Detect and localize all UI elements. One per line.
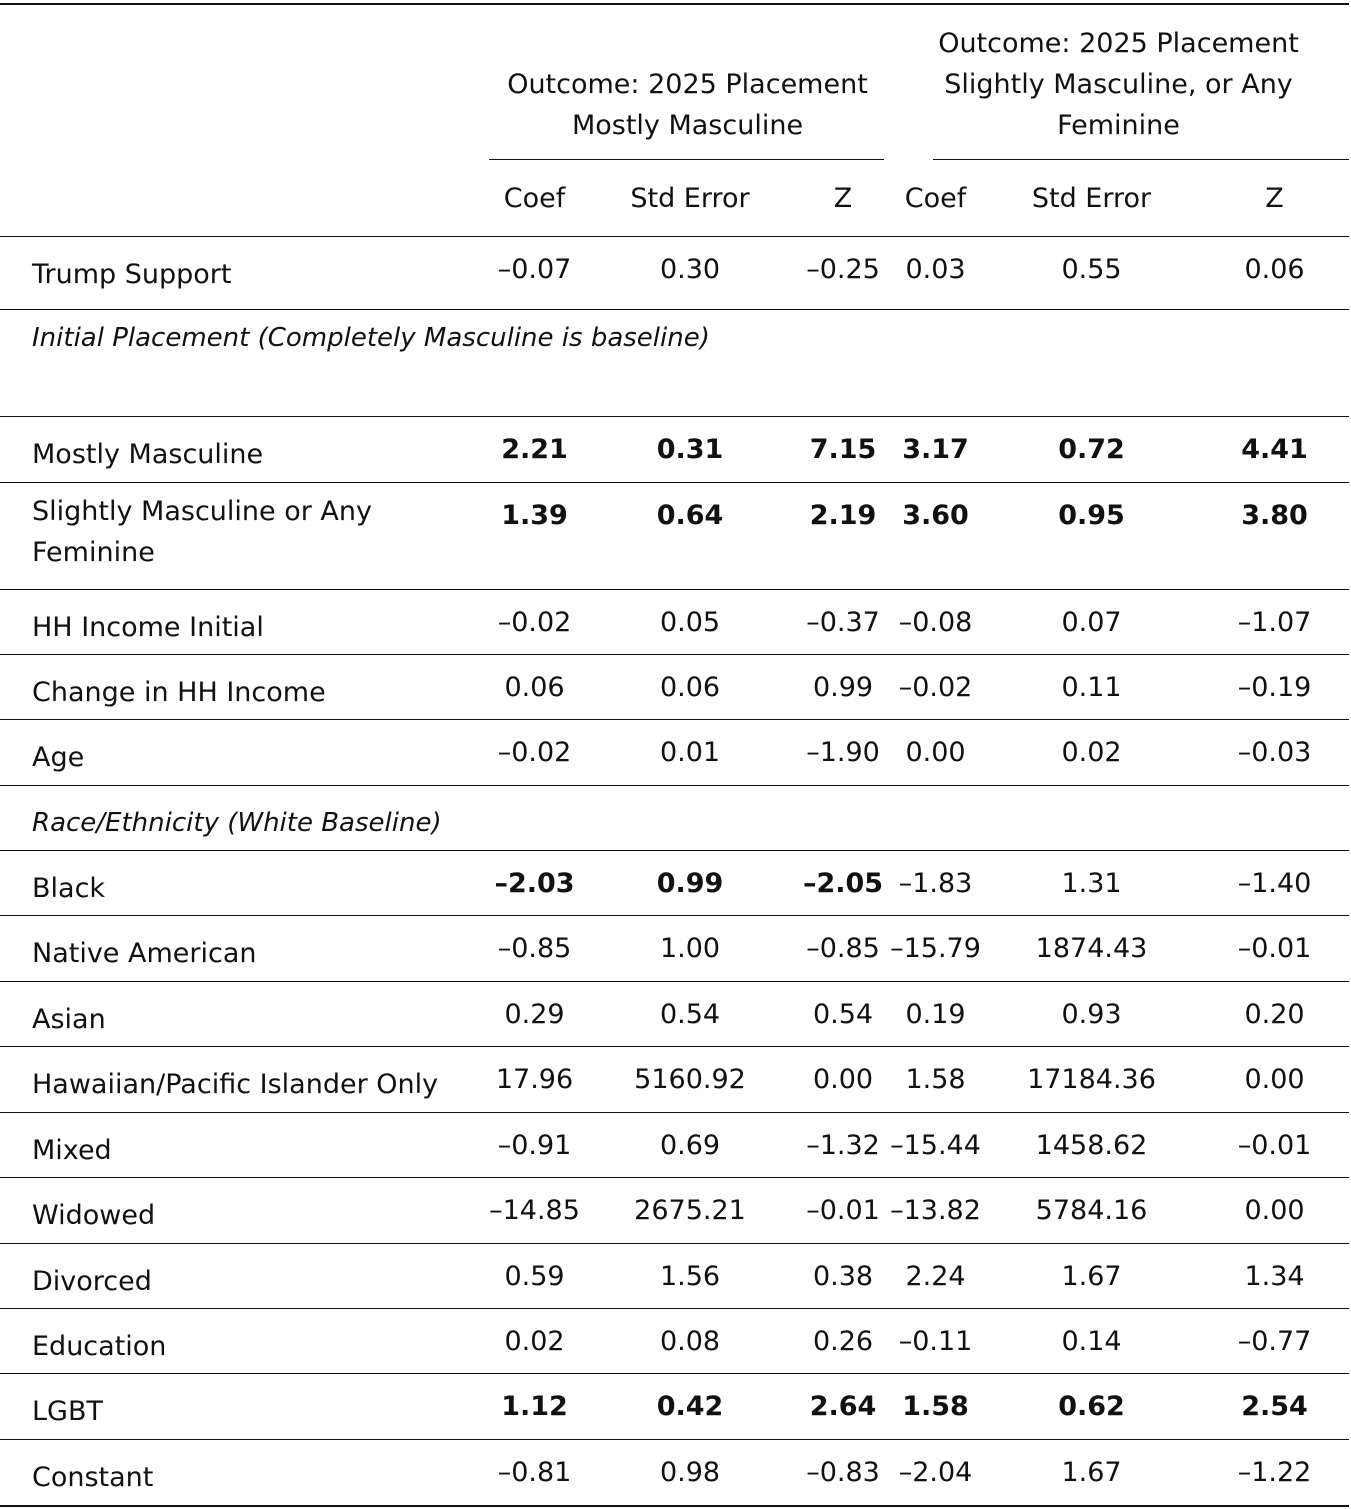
cell-z-1: –0.01 — [798, 1178, 888, 1244]
cell-coef-2: 0.03 — [888, 237, 983, 310]
cell-z-2: –0.03 — [1200, 720, 1349, 786]
cell-std-error-2: 0.72 — [983, 417, 1200, 483]
cell-z-2: –1.07 — [1200, 590, 1349, 655]
cell-z-1: –1.32 — [798, 1113, 888, 1178]
cell-std-error-2: 0.62 — [983, 1374, 1200, 1440]
column-header-coef-2: Coef — [888, 160, 983, 237]
cell-std-error-2: 0.02 — [983, 720, 1200, 786]
row-label: Age — [0, 720, 487, 786]
section-row — [0, 310, 1349, 417]
cell-std-error-1: 0.42 — [582, 1374, 798, 1440]
column-header-z-1: Z — [798, 160, 888, 237]
cell-z-2: 4.41 — [1200, 417, 1349, 483]
cell-std-error-1: 0.69 — [582, 1113, 798, 1178]
cell-std-error-1: 0.31 — [582, 417, 798, 483]
table-row — [0, 237, 1349, 310]
section-row — [0, 786, 1349, 851]
cell-coef-1: 0.29 — [487, 982, 582, 1047]
column-header-z-2: Z — [1200, 160, 1349, 237]
group-header-line: Mostly Masculine — [571, 110, 804, 141]
section-label: Initial Placement (Completely Masculine is baseline) — [0, 310, 1349, 417]
row-label: Native American — [0, 916, 487, 982]
group-header-slightly-masculine — [888, 4, 1349, 160]
cell-z-1: 0.26 — [798, 1309, 888, 1374]
row-label: Mixed — [0, 1113, 487, 1178]
cell-std-error-1: 0.08 — [582, 1309, 798, 1374]
cell-z-2: 2.54 — [1200, 1374, 1349, 1440]
cell-std-error-2: 1.67 — [983, 1440, 1200, 1506]
cell-coef-1: –0.85 — [487, 916, 582, 982]
group-underline-1 — [489, 159, 884, 160]
cell-coef-2: –1.83 — [888, 851, 983, 916]
group-header-line: Outcome: 2025 Placement — [938, 28, 1299, 59]
cell-z-1: 0.38 — [798, 1244, 888, 1309]
cell-coef-1: 1.39 — [487, 483, 582, 590]
cell-coef-2: –15.44 — [888, 1113, 983, 1178]
cell-z-1: 2.19 — [798, 483, 888, 590]
cell-coef-1: –14.85 — [487, 1178, 582, 1244]
cell-z-1: –0.85 — [798, 916, 888, 982]
cell-coef-2: 1.58 — [888, 1047, 983, 1113]
group-header-line: Feminine — [1057, 110, 1180, 141]
cell-std-error-1: 0.06 — [582, 655, 798, 720]
cell-coef-2: –0.08 — [888, 590, 983, 655]
regression-table — [0, 3, 1349, 1507]
row-label: Hawaiian/Pacific Islander Only — [0, 1047, 487, 1113]
cell-coef-2: 0.19 — [888, 982, 983, 1047]
cell-std-error-1: 5160.92 — [582, 1047, 798, 1113]
table-row — [0, 1309, 1349, 1374]
cell-coef-2: 1.58 — [888, 1374, 983, 1440]
row-label: Divorced — [0, 1244, 487, 1309]
table-row — [0, 1113, 1349, 1178]
cell-std-error-1: 0.30 — [582, 237, 798, 310]
cell-coef-2: 3.17 — [888, 417, 983, 483]
table-row — [0, 1178, 1349, 1244]
row-label: Widowed — [0, 1178, 487, 1244]
group-header-slightly-masculine-text — [888, 23, 1349, 146]
table-row — [0, 1047, 1349, 1113]
cell-std-error-1: 0.98 — [582, 1440, 798, 1506]
table-row — [0, 720, 1349, 786]
column-header-std-error-2: Std Error — [983, 160, 1200, 237]
cell-z-1: –0.25 — [798, 237, 888, 310]
row-label: Black — [0, 851, 487, 916]
cell-std-error-2: 1.31 — [983, 851, 1200, 916]
row-label: Constant — [0, 1440, 487, 1506]
cell-coef-2: –2.04 — [888, 1440, 983, 1506]
cell-coef-1: –0.07 — [487, 237, 582, 310]
table-row — [0, 982, 1349, 1047]
cell-z-1: –2.05 — [798, 851, 888, 916]
row-label: Education — [0, 1309, 487, 1374]
cell-z-1: –0.83 — [798, 1440, 888, 1506]
row-label: Trump Support — [0, 237, 487, 310]
cell-z-2: –0.77 — [1200, 1309, 1349, 1374]
row-label: Mostly Masculine — [0, 417, 487, 483]
cell-std-error-2: 0.95 — [983, 483, 1200, 590]
table-row — [0, 1374, 1349, 1440]
column-header-empty — [0, 160, 487, 237]
cell-std-error-1: 0.05 — [582, 590, 798, 655]
cell-coef-1: –0.02 — [487, 590, 582, 655]
cell-std-error-2: 0.11 — [983, 655, 1200, 720]
cell-z-2: 0.00 — [1200, 1178, 1349, 1244]
cell-std-error-2: 17184.36 — [983, 1047, 1200, 1113]
group-header-row — [0, 4, 1349, 160]
column-header-row — [0, 160, 1349, 237]
section-label: Race/Ethnicity (White Baseline) — [0, 786, 1349, 851]
row-label: HH Income Initial — [0, 590, 487, 655]
cell-z-1: 0.99 — [798, 655, 888, 720]
cell-coef-1: –0.91 — [487, 1113, 582, 1178]
column-header-coef-1: Coef — [487, 160, 582, 237]
cell-coef-1: 0.06 — [487, 655, 582, 720]
cell-z-2: 0.06 — [1200, 237, 1349, 310]
cell-coef-1: 1.12 — [487, 1374, 582, 1440]
cell-std-error-1: 2675.21 — [582, 1178, 798, 1244]
table-row — [0, 417, 1349, 483]
cell-z-1: 2.64 — [798, 1374, 888, 1440]
cell-coef-1: 0.59 — [487, 1244, 582, 1309]
cell-coef-2: –15.79 — [888, 916, 983, 982]
cell-coef-1: –0.02 — [487, 720, 582, 786]
table-row — [0, 1244, 1349, 1309]
cell-std-error-2: 1874.43 — [983, 916, 1200, 982]
cell-z-2: 3.80 — [1200, 483, 1349, 590]
cell-std-error-2: 0.14 — [983, 1309, 1200, 1374]
cell-z-2: 0.00 — [1200, 1047, 1349, 1113]
cell-coef-1: –0.81 — [487, 1440, 582, 1506]
row-label: Asian — [0, 982, 487, 1047]
cell-std-error-2: 0.93 — [983, 982, 1200, 1047]
cell-coef-2: –0.11 — [888, 1309, 983, 1374]
cell-std-error-2: 1458.62 — [983, 1113, 1200, 1178]
row-label: LGBT — [0, 1374, 487, 1440]
table-row — [0, 851, 1349, 916]
row-label: Slightly Masculine or Any Feminine — [0, 483, 487, 590]
group-header-mostly-masculine-text — [487, 64, 888, 146]
cell-std-error-2: 5784.16 — [983, 1178, 1200, 1244]
row-label: Change in HH Income — [0, 655, 487, 720]
cell-coef-1: 17.96 — [487, 1047, 582, 1113]
cell-z-2: –1.22 — [1200, 1440, 1349, 1506]
cell-z-1: 0.54 — [798, 982, 888, 1047]
cell-std-error-1: 1.00 — [582, 916, 798, 982]
table-row — [0, 655, 1349, 720]
cell-z-1: –1.90 — [798, 720, 888, 786]
cell-std-error-2: 0.07 — [983, 590, 1200, 655]
cell-z-2: –0.19 — [1200, 655, 1349, 720]
cell-coef-1: 0.02 — [487, 1309, 582, 1374]
column-header-std-error-1: Std Error — [582, 160, 798, 237]
cell-std-error-2: 0.55 — [983, 237, 1200, 310]
table-body — [0, 237, 1349, 1506]
table-row — [0, 916, 1349, 982]
cell-z-2: –0.01 — [1200, 916, 1349, 982]
table-row — [0, 483, 1349, 590]
cell-z-1: 0.00 — [798, 1047, 888, 1113]
table-row — [0, 590, 1349, 655]
cell-z-2: –0.01 — [1200, 1113, 1349, 1178]
cell-coef-2: 2.24 — [888, 1244, 983, 1309]
cell-std-error-1: 0.64 — [582, 483, 798, 590]
cell-z-1: 7.15 — [798, 417, 888, 483]
header-empty-cell — [0, 4, 487, 160]
cell-coef-2: –13.82 — [888, 1178, 983, 1244]
cell-std-error-2: 1.67 — [983, 1244, 1200, 1309]
cell-coef-1: –2.03 — [487, 851, 582, 916]
cell-coef-2: 0.00 — [888, 720, 983, 786]
group-header-mostly-masculine — [487, 4, 888, 160]
cell-std-error-1: 0.54 — [582, 982, 798, 1047]
group-header-line: Outcome: 2025 Placement — [507, 69, 868, 100]
group-underline-2 — [933, 159, 1349, 160]
group-header-line: Slightly Masculine, or Any — [944, 69, 1293, 100]
cell-std-error-1: 1.56 — [582, 1244, 798, 1309]
cell-std-error-1: 0.01 — [582, 720, 798, 786]
table-row — [0, 1440, 1349, 1506]
cell-z-2: 1.34 — [1200, 1244, 1349, 1309]
cell-coef-2: 3.60 — [888, 483, 983, 590]
cell-std-error-1: 0.99 — [582, 851, 798, 916]
cell-coef-1: 2.21 — [487, 417, 582, 483]
cell-z-2: –1.40 — [1200, 851, 1349, 916]
cell-z-1: –0.37 — [798, 590, 888, 655]
cell-z-2: 0.20 — [1200, 982, 1349, 1047]
cell-coef-2: –0.02 — [888, 655, 983, 720]
